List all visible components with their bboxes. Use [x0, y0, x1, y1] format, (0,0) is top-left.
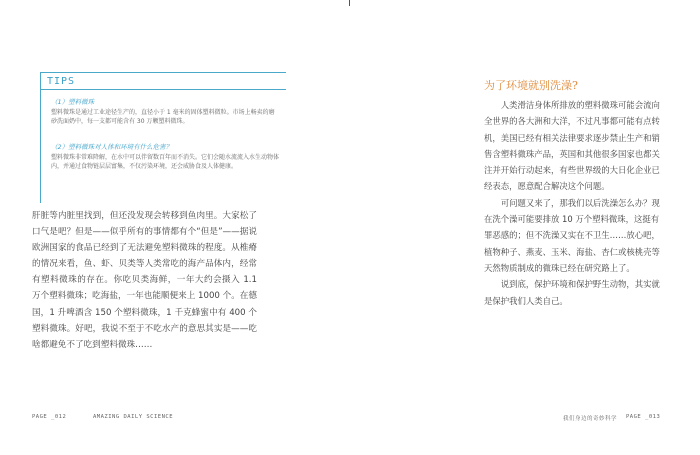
gutter-mark	[349, 0, 350, 6]
footer-book-left: AMAZING DAILY SCIENCE	[93, 414, 174, 420]
section-title: 为了环境就别洗澡?	[484, 79, 578, 92]
tips-header: TIPS	[47, 76, 76, 87]
tip-body-2: 塑料微珠非常难降解，在水中可以伴留数百年而不消失。它们会随水流流入水生动物体内，并通过食物链层层富集，不仅污染环境，还会威胁食及人体健康。	[51, 154, 280, 170]
right-body-text	[484, 97, 662, 309]
tip-title-2: （2）塑料微珠对人体和环境有什么危害？	[51, 143, 173, 151]
paragraph-1: 人类滑洁身体所排放的塑料微珠可能会流向全世界的各大洲和大洋，不过凡事都可能有点转机，美国已经有相关法律要求逐步禁止生产和销售含塑料微珠产品，英国和其他很多国家也都关注并开始行动起来，有些世界级的大日化企业已经表态，愿意配合解决这个问题。	[484, 100, 660, 192]
tip-body-1: 塑料微珠是通过工业途径生产的，直径小于 1 毫米的固体塑料微粒。市场上畅卖的磨砂洗面奶中，每一支都可能含有 30 万颗塑料微珠。	[51, 109, 275, 125]
tip-title-1: （1）塑料微珠	[51, 98, 95, 106]
footer-book-right: 我们身边的奇妙科学	[563, 416, 618, 422]
footer-page-left: PAGE _012	[32, 414, 67, 420]
tips-divider	[41, 89, 286, 90]
paragraph-2: 可问题又来了，那我们以后洗澡怎么办？现在洗个澡可能要排放 10 万个塑料微珠，这挺有罪恶感的；但不洗澡又实在不卫生……放心吧，植物种子、燕麦、玉米、海盐、杏仁或核桃壳等天然物质制成的微珠已经在研究路上了。	[484, 197, 660, 273]
paragraph-3: 说到底，保护环境和保护野生动物，其实就是保护我们人类自己。	[484, 279, 660, 306]
tips-box	[40, 72, 286, 203]
left-body-text: 肝脏等内脏里找到，但还没发现会转移到鱼肉里。大家松了口气是吧？但是——似乎所有的事情都有个“但是”——据说欧洲国家的食品已经到了无法避免塑料微珠的程度。从椎瘠的情况来看，鱼、虾、贝类等人类常吃的海产品体内，经常有塑料微珠的存在。你吃贝类海鲜，一年大约会摄入 1.1 万个塑料微珠；吃海盐，一年也能顺便来上 1000 个。在德国，1 升啤酒含 150 个塑料微珠，1 千克蜂蜜中有 400 个塑料微珠。好吧，我说不至于不吃水产的意思其实是——吃啥都避免不了吃到塑料微珠……	[32, 211, 257, 350]
footer-page-right: PAGE _013	[626, 414, 661, 420]
